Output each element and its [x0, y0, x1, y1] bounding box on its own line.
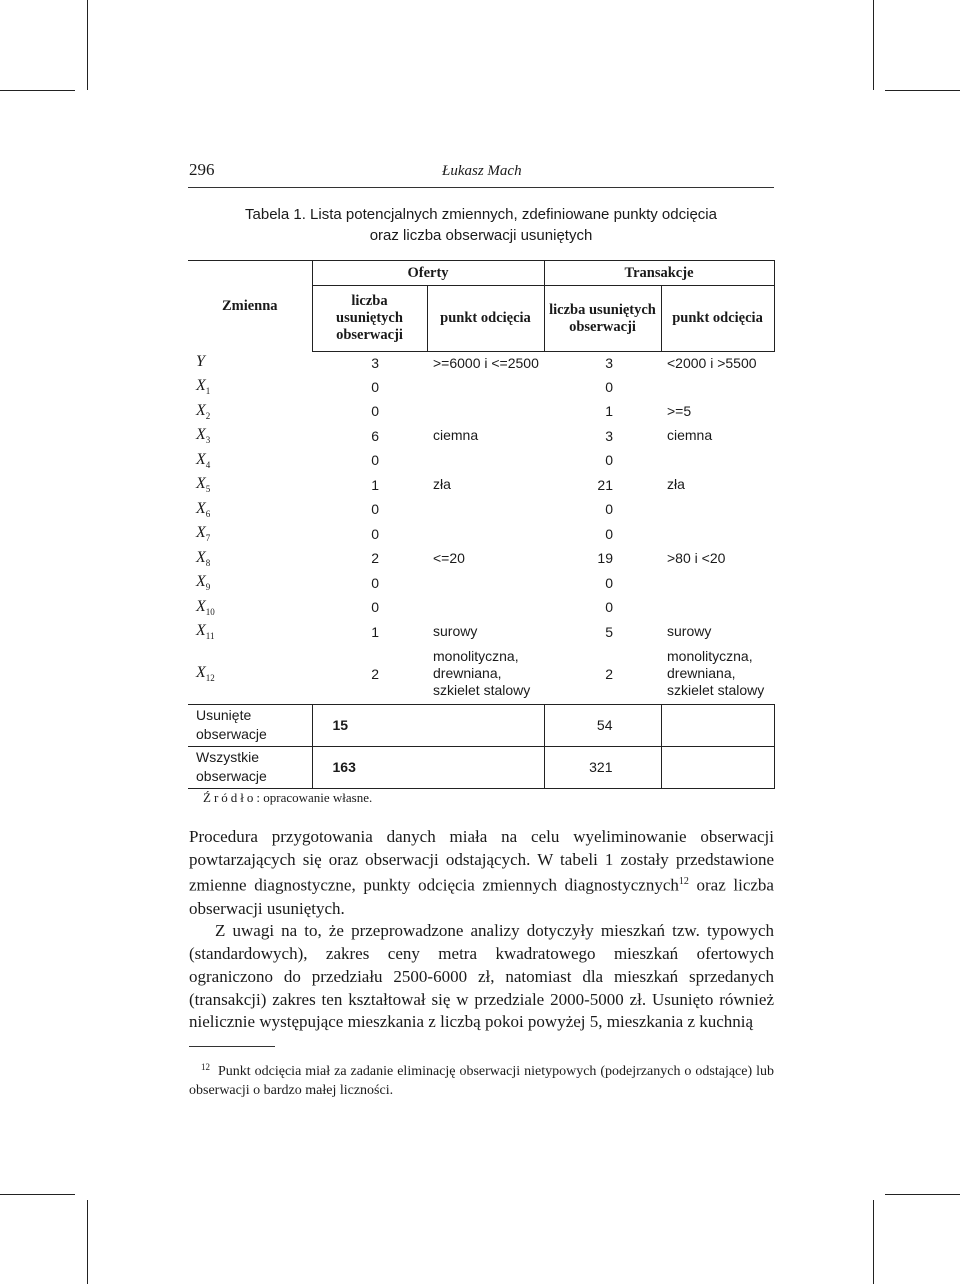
paragraph-text: oraz liczba obserwacji usuniętych.: [189, 876, 774, 918]
crop-mark: [885, 1194, 960, 1195]
summary-row-removed: [188, 704, 774, 746]
table-row: [188, 644, 774, 704]
paragraph: Z uwagi na to, że przeprowadzone analizy dotyczyły mieszkań tzw. typowych (standardowych), zakres ceny metra kwadratowego mieszkań ofertowych ograniczono do przedziału 2500-6000 zł, natomiast dla mieszkań sprzedanych (transakcji) zakres ten kształtował się w przedziale 2000-5000 zł. Usunięto również nielicznie występujące mieszkania z liczbą pokoi powyżej 5, mieszkania z kuchnią: [189, 921, 774, 1032]
offers-removed: 6: [371, 427, 379, 444]
transactions-cutoff: [661, 448, 774, 473]
variable-name: $X_4$: [196, 450, 211, 470]
crop-mark: [0, 1194, 75, 1195]
summary-label-line: Usunięte: [196, 707, 252, 723]
offers-removed: 0: [371, 599, 379, 616]
table-row: [188, 448, 774, 473]
summary-offers-value: 163: [332, 759, 356, 775]
paragraph-text: Procedura przygotowania danych miała na celu wyeliminowanie obserwacji powtarzających się oraz obserwacji odstających. W tabeli 1 zostały przedstawione zmienne diagnostyczne, punkty odcięcia zmiennych diagnostycznych: [189, 827, 774, 896]
transactions-cutoff-line: drewniana,: [667, 665, 736, 682]
offers-cutoff: [427, 644, 544, 704]
table-source-text: : opracowanie własne.: [256, 790, 373, 805]
header-rule: [188, 187, 774, 188]
crop-mark: [873, 0, 874, 90]
offers-cutoff: [427, 448, 544, 473]
offers-removed: 2: [312, 644, 427, 704]
variable-name: $X_6$: [196, 499, 211, 519]
transactions-removed: 1: [605, 403, 613, 420]
transactions-cutoff: >=5: [667, 402, 692, 419]
table-row: [188, 522, 774, 547]
header-offers-removed: liczba usuniętych obserwacji: [312, 286, 427, 352]
transactions-cutoff: zła: [667, 476, 685, 493]
transactions-removed: 0: [605, 378, 613, 395]
transactions-removed: 21: [597, 476, 613, 493]
table-row: [188, 620, 774, 645]
variable-name: Y: [196, 353, 205, 371]
transactions-cutoff: [661, 595, 774, 620]
summary-label-line: obserwacje: [196, 768, 267, 784]
table-source-label: Źródło: [203, 790, 257, 805]
transactions-cutoff: [661, 644, 774, 704]
offers-cutoff: [427, 375, 544, 400]
summary-transactions-value: 321: [544, 746, 661, 788]
variables-table: [188, 260, 775, 789]
variable-name: $X_{12}$: [188, 644, 312, 704]
transactions-cutoff: [661, 571, 774, 596]
offers-cutoff: [427, 571, 544, 596]
table-row: [188, 424, 774, 449]
transactions-removed: 2: [544, 644, 661, 704]
transactions-cutoff: [661, 522, 774, 547]
footnote-rule: [189, 1046, 275, 1047]
body-text: [189, 826, 774, 1034]
transactions-cutoff-line: szkielet stalowy: [667, 682, 765, 699]
transactions-removed: 0: [605, 452, 613, 469]
transactions-removed: 0: [605, 574, 613, 591]
offers-cutoff: [427, 497, 544, 522]
summary-label: [188, 746, 312, 788]
variable-name: $X_2$: [196, 401, 211, 421]
crop-mark: [0, 90, 75, 91]
crop-mark: [87, 1200, 88, 1284]
table-row: [188, 399, 774, 424]
crop-mark: [87, 0, 88, 90]
variable-name: $X_9$: [196, 573, 211, 593]
running-head-author: Łukasz Mach: [442, 163, 522, 179]
variable-name: $X_{11}$: [196, 622, 215, 642]
transactions-cutoff-line: monolityczna,: [667, 648, 753, 665]
offers-removed: 0: [371, 403, 379, 420]
table-row: [188, 473, 774, 498]
variable-name: $X_1$: [196, 377, 211, 397]
offers-cutoff: >=6000 i <=2500: [433, 354, 539, 371]
offers-removed: 0: [371, 378, 379, 395]
crop-mark: [873, 1200, 874, 1284]
transactions-cutoff: <2000 i >5500: [667, 354, 757, 371]
offers-cutoff-line: drewniana,: [433, 665, 502, 682]
offers-removed: 3: [371, 355, 379, 372]
summary-label-line: Wszystkie: [196, 749, 259, 765]
summary-empty-cell: [661, 746, 774, 788]
header-group-transactions: Transakcje: [544, 261, 774, 286]
transactions-cutoff: >80 i <20: [667, 549, 726, 566]
transactions-cutoff: [661, 375, 774, 400]
offers-removed: 0: [371, 501, 379, 518]
transactions-removed: 19: [597, 550, 613, 567]
header-transactions-cutoff: punkt odcięcia: [661, 286, 774, 352]
transactions-removed: 3: [605, 427, 613, 444]
offers-removed: 0: [371, 574, 379, 591]
summary-offers-value: 15: [332, 717, 349, 733]
footnote-number: 12: [201, 1062, 210, 1072]
offers-cutoff: [427, 399, 544, 424]
variable-name: $X_5$: [196, 475, 211, 495]
offers-cutoff-line: monolityczna,: [433, 648, 519, 665]
transactions-removed: 5: [605, 623, 613, 640]
summary-transactions-value: 54: [544, 704, 661, 746]
summary-row-all: [188, 746, 774, 788]
table-caption-line2: oraz liczba obserwacji usuniętych: [369, 227, 593, 244]
transactions-cutoff: [661, 497, 774, 522]
table-caption-line1: Tabela 1. Lista potencjalnych zmiennych, zdefiniowane punkty odcięcia: [245, 206, 717, 223]
footnote-text: Punkt odcięcia miał za zadanie eliminację obserwacji nietypowych (podejrzanych o odstające) lub obserwacji o bardzo małej liczności.: [189, 1064, 774, 1098]
offers-cutoff: [427, 595, 544, 620]
variable-name: $X_7$: [196, 524, 211, 544]
offers-cutoff-line: szkielet stalowy: [433, 682, 531, 699]
offers-cutoff: <=20: [433, 549, 465, 566]
transactions-cutoff: surowy: [667, 623, 712, 640]
summary-offers-cell: [312, 746, 544, 788]
header-group-offers: Oferty: [312, 261, 544, 286]
header-transactions-removed: liczba usuniętych obserwacji: [544, 286, 661, 352]
variable-name: $X_3$: [196, 426, 211, 446]
page-number: 296: [189, 160, 215, 179]
table-row: [188, 546, 774, 571]
header-offers-cutoff: punkt odcięcia: [427, 286, 544, 352]
offers-cutoff: ciemna: [433, 427, 479, 444]
offers-cutoff: [427, 522, 544, 547]
summary-label-line: obserwacje: [196, 726, 267, 742]
offers-removed: 2: [371, 550, 379, 567]
transactions-removed: 0: [605, 525, 613, 542]
header-variable: Zmienna: [188, 261, 312, 352]
transactions-cutoff: ciemna: [667, 427, 713, 444]
table-row: [188, 352, 774, 375]
offers-cutoff: zła: [433, 476, 451, 493]
table-row: [188, 497, 774, 522]
footnote: [189, 1058, 774, 1100]
crop-mark: [885, 90, 960, 91]
variable-name: $X_{10}$: [196, 597, 215, 617]
transactions-removed: 0: [605, 501, 613, 518]
variable-name: $X_8$: [196, 548, 211, 568]
summary-empty-cell: [661, 704, 774, 746]
transactions-removed: 3: [605, 355, 613, 372]
table-source: [203, 790, 372, 806]
offers-removed: 1: [371, 476, 379, 493]
table-row: [188, 375, 774, 400]
offers-removed: 0: [371, 452, 379, 469]
transactions-removed: 0: [605, 599, 613, 616]
offers-cutoff: surowy: [433, 623, 478, 640]
table-row: [188, 571, 774, 596]
offers-removed: 1: [371, 623, 379, 640]
table-row: [188, 595, 774, 620]
footnote-reference[interactable]: 12: [678, 876, 689, 888]
offers-removed: 0: [371, 525, 379, 542]
summary-label: [188, 704, 312, 746]
summary-offers-cell: [312, 704, 544, 746]
paragraph: [189, 826, 774, 920]
